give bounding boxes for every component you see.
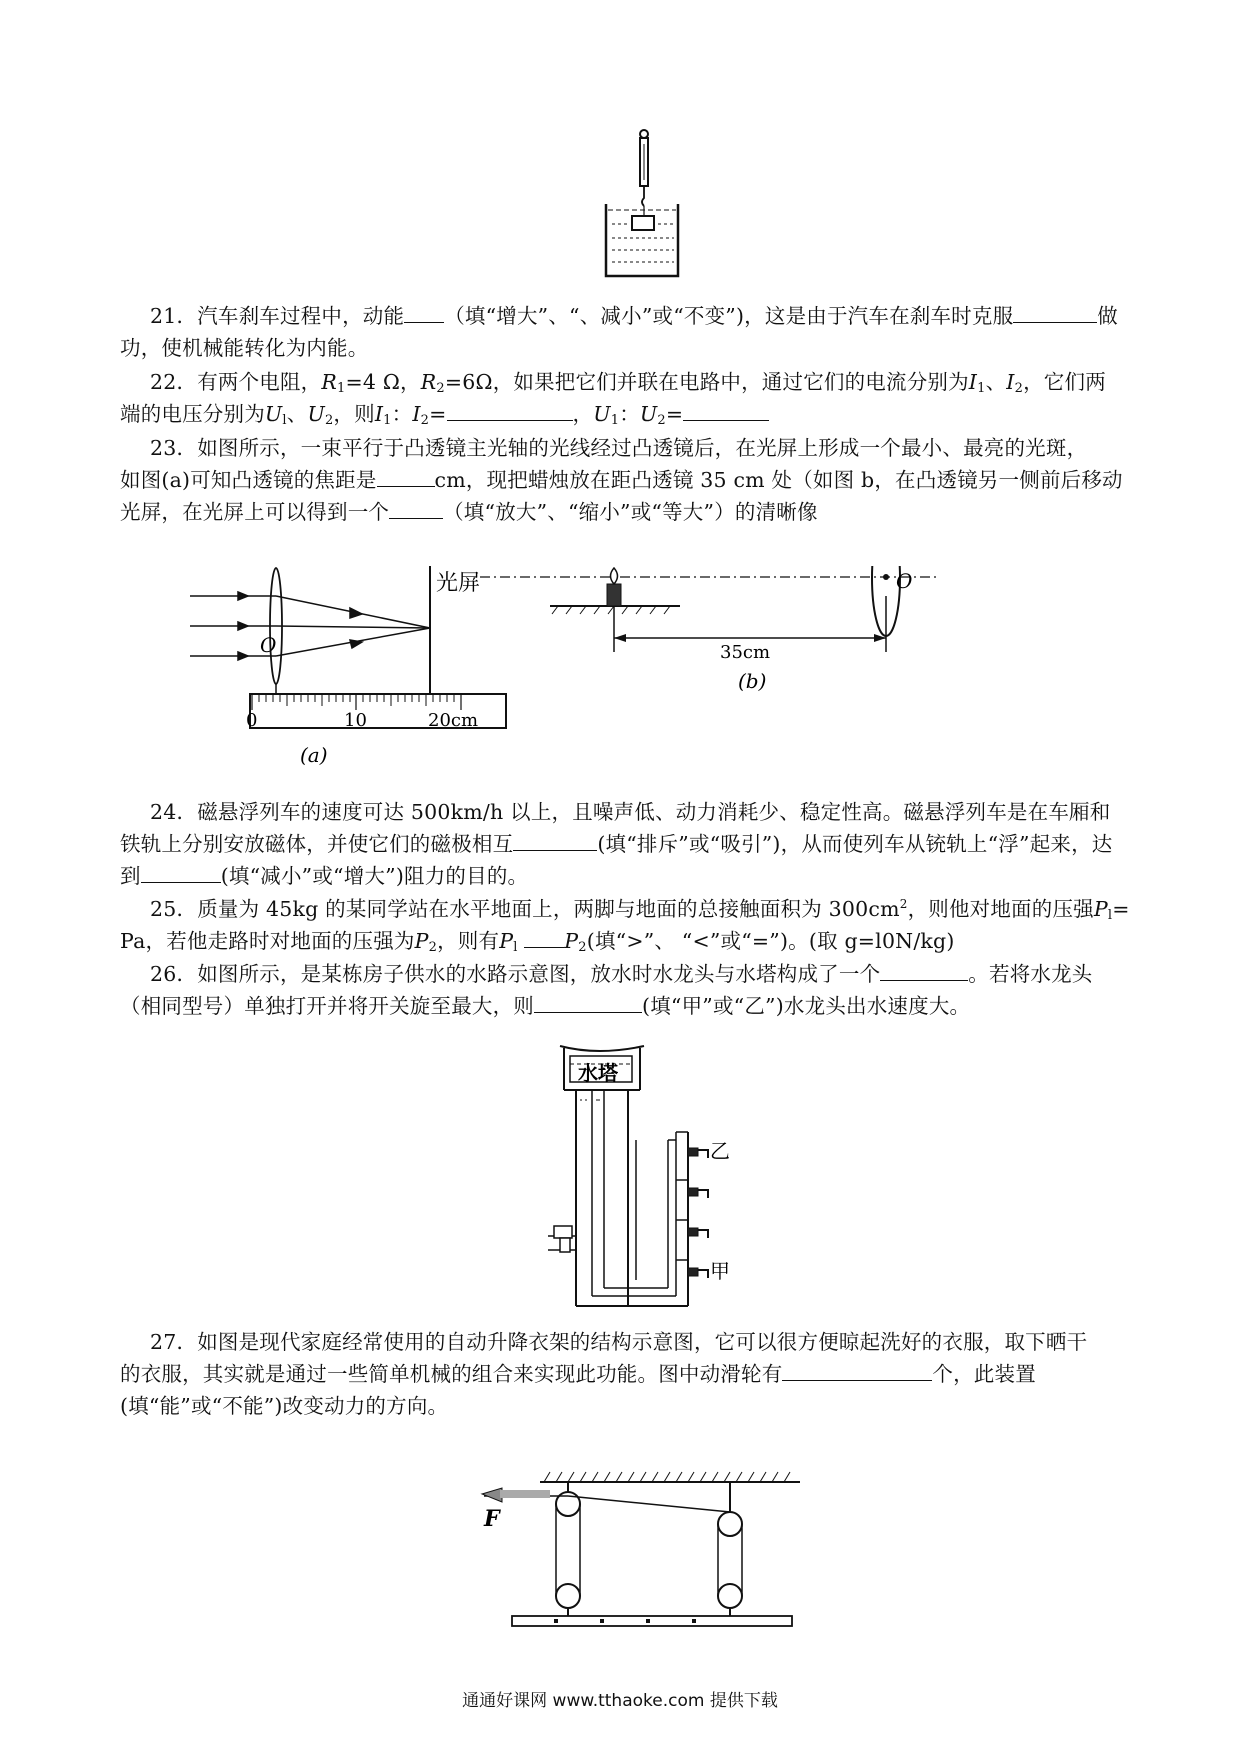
q22-ratio-u2-sub: 2 (657, 413, 666, 428)
candle-flame (611, 568, 618, 584)
question-21 (120, 300, 1140, 364)
q25-answer-blank[interactable] (524, 927, 564, 948)
q25-compare-p1-sub: l (513, 940, 518, 955)
q21-text-1: 汽车刹车过程中，动能 (197, 304, 405, 328)
q25-text-3: = (1112, 897, 1130, 921)
force-label: F (484, 1506, 500, 1532)
question-23 (120, 432, 1140, 528)
q22-i2: I (1006, 370, 1015, 394)
q25-area-superscript: 2 (899, 897, 908, 912)
q26-text-2: 。若将水龙头 (968, 962, 1093, 986)
lens-center-label-b: O (896, 569, 913, 593)
q21-text-4: 功，使机械能转化为内能。 (120, 336, 369, 360)
q23-text-2: 如图(a)可知凸透镜的焦距是 (120, 468, 377, 492)
q25-text-5: ，则有 (437, 929, 500, 953)
q23-text-5: （填“放大”、“缩小”或“等大”）的清晰像 (443, 500, 818, 524)
q26-text-1: 如图所示，是某栋房子供水的水路示意图，放水时水龙头与水塔构成了一个 (197, 962, 881, 986)
parallel-rays (190, 592, 430, 660)
q25-compare-p2-sub: 2 (578, 940, 587, 955)
q24-text-2: 铁轨上分别安放磁体，并使它们的磁极相互 (120, 832, 514, 856)
q22-text-4: ，它们两 (1023, 370, 1106, 394)
q22-ratio-i2-sub: 2 (420, 413, 430, 428)
q22-text-7: ： (391, 402, 413, 426)
figure-a-label: (a) (300, 743, 328, 766)
q25-compare-p2: P (564, 929, 579, 953)
q25-text-1: 质量为 45kg 的某同学站在水平地面上，两脚与地面的总接触面积为 300cm (197, 897, 900, 921)
q23-answer-blank-1[interactable] (377, 466, 435, 487)
q25-text-4: Pa，若他走路时对地面的压强为 (120, 929, 415, 953)
ruler-label-10: 10 (344, 710, 367, 731)
q25-compare-p1: P (499, 929, 514, 953)
faucet-jia-label: 甲 (710, 1259, 730, 1283)
light-screen-label: 光屏 (436, 571, 481, 596)
q22-number: 22． (150, 370, 198, 394)
question-26 (120, 958, 1140, 1022)
q26-text-4: (填“甲”或“乙”)水龙头出水速度大。 (642, 994, 971, 1018)
faucet-yi-label: 乙 (710, 1139, 730, 1163)
question-22 (120, 366, 1140, 430)
q22-answer-blank-1[interactable] (447, 400, 573, 421)
q23-text-4: 光屏，在光屏上可以得到一个 (120, 500, 390, 524)
q23-text-1: 如图所示，一束平行于凸透镜主光轴的光线经过凸透镜后，在光屏上形成一个最小、最亮的光斑， (197, 436, 1088, 460)
q22-ratio-i1: I (374, 402, 384, 426)
q22-ratio-i2: I (412, 402, 421, 426)
q22-r2: R (420, 370, 437, 394)
q22-text-3: =6Ω，如果把它们并联在电路中，通过它们的电流分别为 (444, 370, 969, 394)
q25-text-2: ，则他对地面的压强 (907, 897, 1094, 921)
water-tower-figure (548, 1040, 778, 1310)
q25-text-6: (填“>”、 “<”或“=”)。(取 g=l0N/kg) (586, 929, 955, 953)
fixed-pulley-2 (718, 1512, 742, 1536)
q21-number: 21． (150, 304, 198, 328)
q24-answer-blank-2[interactable] (141, 862, 221, 883)
q24-answer-blank-1[interactable] (513, 830, 597, 851)
q22-r2-sub: 2 (436, 381, 445, 396)
q27-text-2: 的衣服，其实就是通过一些简单机械的组合来实现此功能。图中动滑轮有 (120, 1362, 783, 1386)
q26-number: 26． (150, 962, 198, 986)
convex-lens-figure (180, 566, 1060, 766)
question-25 (120, 893, 1140, 957)
water-tower-label: 水塔 (578, 1061, 618, 1085)
q22-i1: I (968, 370, 978, 394)
q21-answer-blank-1[interactable] (404, 302, 444, 323)
q22-ratio-i1-sub: 1 (383, 413, 392, 428)
q21-text-3: 做 (1097, 304, 1118, 328)
q23-text-3: cm，现把蜡烛放在距凸透镜 35 cm 处（如图 b，在凸透镜另一侧前后移动 (434, 468, 1123, 492)
q21-answer-blank-2[interactable] (1013, 302, 1097, 323)
q25-p2: P (414, 929, 429, 953)
q24-text-5: (填“减小”或“增大”)阻力的目的。 (220, 864, 529, 888)
question-24 (120, 796, 1140, 892)
q22-u1: U (264, 402, 283, 426)
q22-text-9: ， (572, 402, 594, 426)
q22-r1-sub: 1 (337, 381, 346, 396)
q25-p1-sub: l (1107, 908, 1113, 923)
q22-u1-sub: l (282, 413, 287, 428)
figure-b-label: (b) (738, 669, 767, 693)
q22-text-11: = (665, 402, 684, 426)
q22-sep-1: 、 (985, 370, 1007, 394)
q22-text-8: = (429, 402, 447, 426)
page-footer: 通通好课网 www.tthaoke.com 提供下载 (462, 1691, 778, 1711)
q25-p2-sub: 2 (428, 940, 438, 955)
candle (607, 584, 621, 606)
q24-text-3: (填“排斥”或“吸引”)，从而使列车从铳轨上“浮”起来，达 (597, 832, 1113, 856)
q22-ratio-u1-sub: 1 (610, 413, 620, 428)
q24-text-4: 到 (120, 864, 141, 888)
q22-text-5: 端的电压分别为 (120, 402, 265, 426)
q24-text-1: 磁悬浮列车的速度可达 500km/h 以上，且噪声低、动力消耗少、稳定性高。磁悬浮列车是在车厢和 (197, 800, 1111, 824)
q24-number: 24． (150, 800, 198, 824)
q22-i1-sub: 1 (977, 381, 986, 396)
q23-answer-blank-2[interactable] (389, 498, 443, 519)
q22-text-10: ： (619, 402, 640, 426)
ruler-label-20cm: 20cm (428, 710, 479, 731)
q26-text-3: （相同型号）单独打开并将开关旋至最大，则 (120, 994, 534, 1018)
q27-answer-blank[interactable] (782, 1360, 932, 1381)
q22-u2-sub: 2 (324, 413, 334, 428)
ruler-label-0: 0 (246, 710, 258, 731)
movable-pulley-1 (556, 1584, 580, 1608)
q27-text-1: 如图是现代家庭经常使用的自动升降衣架的结构示意图，它可以很方便晾起洗好的衣服，取下晒干 (197, 1330, 1088, 1354)
q22-r1: R (321, 370, 338, 394)
q22-i2-sub: 2 (1014, 381, 1024, 396)
q23-number: 23． (150, 436, 198, 460)
spring-scale-beaker-figure (596, 124, 686, 284)
q22-answer-blank-2[interactable] (683, 400, 769, 421)
q26-answer-blank-1[interactable] (880, 960, 968, 981)
q22-text-2: =4 Ω， (345, 370, 421, 394)
q22-ratio-u1: U (593, 402, 611, 426)
q22-ratio-u2: U (639, 402, 658, 426)
lens-center-label-a: O (260, 633, 277, 657)
distance-label-35cm: 35cm (720, 642, 771, 663)
movable-pulley-2 (718, 1584, 742, 1608)
q22-sep-2: 、 (286, 402, 308, 426)
q26-answer-blank-2[interactable] (534, 992, 642, 1013)
clothes-rack-pulley-figure (470, 1468, 810, 1628)
q27-text-4: (填“能”或“不能”)改变动力的方向。 (120, 1394, 449, 1418)
q22-text-1: 有两个电阻， (197, 370, 322, 394)
q22-text-6: ，则 (333, 402, 375, 426)
q25-number: 25． (150, 897, 198, 921)
question-27 (120, 1326, 1140, 1422)
q25-p1: P (1093, 897, 1108, 921)
q27-text-3: 个，此装置 (932, 1362, 1036, 1386)
q21-text-2: （填“增大”、“、减小”或“不变”)，这是由于汽车在刹车时克服 (444, 304, 1014, 328)
q27-number: 27． (150, 1330, 198, 1354)
q22-u2: U (307, 402, 325, 426)
